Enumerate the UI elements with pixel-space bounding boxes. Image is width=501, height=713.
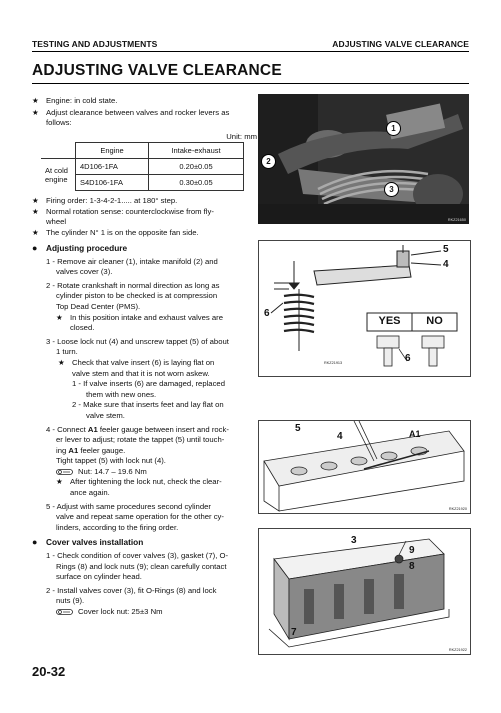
valve-cover-figure (258, 528, 471, 655)
callout-2: 2 (261, 154, 276, 169)
engine-photo (258, 94, 469, 224)
bullet-icon: ● (32, 243, 38, 253)
callout-1: 1 (386, 121, 401, 136)
bullet-icon: ● (32, 537, 38, 548)
cover-step-2: 2 - Install valves cover (3), fit O-Rings (8) and lock nuts (9). Cover lock nut: 25±3 Nm (46, 585, 217, 616)
cover-step-1: 1 - Check condition of cover valves (3), gasket (7), O- Rings (8) and lock nuts (9); clean carefully contact surface on cylinder head. (46, 551, 229, 582)
step-4: 4 - Connect A1 feeler gauge between insert and rock- er lever to adjust; rotate the tappet (5) until touch- ing A1 feeler gauge. Tight tappet (5) with lock nut (4). Nut: 14.7 – 19.6 Nm ★ After tightening the lock nut, check the clear- ance again. (46, 424, 229, 498)
star-icon: ★ (32, 196, 39, 205)
clearance-table (41, 142, 244, 191)
cover-torque: Cover lock nut: 25±3 Nm (78, 607, 163, 616)
header-left: TESTING AND ADJUSTMENTS (32, 39, 158, 49)
cover-heading: Cover valves installation (46, 537, 144, 548)
head-drawing (259, 421, 470, 513)
rotation-line-1: Normal rotation sense: counterclockwise from fly- (46, 206, 214, 216)
label-6: 6 (264, 308, 270, 319)
engine-cell: S4D106-1FA (76, 175, 149, 191)
yes-label: YES (378, 315, 401, 327)
star-icon: ★ (32, 227, 39, 237)
label-7: 7 (291, 627, 297, 638)
star-icon: ★ (32, 96, 39, 105)
cylinder-note: The cylinder N° 1 is on the opposite fan side. (46, 227, 199, 237)
page-number: 20-32 (32, 664, 66, 679)
value-cell: 0.30±0.05 (149, 175, 244, 191)
col-engine: Engine (76, 143, 149, 159)
label-3: 3 (351, 535, 357, 546)
torque-wrench-icon (56, 468, 73, 476)
star-icon: ★ (56, 312, 63, 322)
step-2: 2 - Rotate crankshaft in normal direction as long as cylinder piston to be checked is at compression Top Dead Center (PMS). ★ In this position intake and exhaust valves are closed. (46, 280, 223, 333)
notes-block (32, 196, 257, 238)
title-rule (32, 83, 469, 84)
no-label: NO (426, 315, 443, 327)
adjusting-procedure (32, 243, 264, 618)
header-rule (32, 51, 469, 52)
rocker-drawing (259, 241, 470, 376)
col-intake-exhaust: Intake-exhaust (149, 143, 244, 159)
star-icon: ★ (56, 477, 63, 487)
intro-cold: Engine: in cold state. (46, 96, 118, 105)
page-title: ADJUSTING VALVE CLEARANCE (32, 62, 282, 79)
label-5: 5 (443, 244, 449, 255)
rocker-figure (258, 240, 471, 377)
star-icon: ★ (58, 357, 65, 367)
star-icon: ★ (32, 206, 39, 216)
label-6b: 6 (405, 353, 411, 364)
rotation-line-2: wheel (46, 217, 67, 227)
label-a1: A1 (409, 429, 421, 439)
figure-code: RKZ21920 (448, 507, 467, 511)
cylinder-head-figure (258, 420, 471, 514)
step-1: 1 - Remove air cleaner (1), intake manifold (2) and valves cover (3). (46, 256, 218, 277)
step-3: 3 - Loose lock nut (4) and unscrew tappet (5) of about 1 turn. ★ Check that valve insert (6) is laying flat on valve stem and that it is not worn askew. 1 - If valve inserts (6) are damaged, replaced them with new ones. 2 - Make sure that inserts feet and lay flat on valve stem. (46, 336, 229, 420)
nut-torque: Nut: 14.7 – 19.6 Nm (78, 466, 147, 476)
table-row (41, 159, 244, 175)
star-icon: ★ (32, 107, 39, 117)
intro-adjust-2: follows: (46, 118, 72, 128)
row-label: At cold engine (41, 159, 76, 191)
label-4: 4 (337, 431, 343, 442)
callout-3: 3 (384, 182, 399, 197)
intro-adjust-1: Adjust clearance between valves and rocker levers as (46, 107, 230, 117)
engine-cell: 4D106-1FA (76, 159, 149, 175)
figure-code: RKZ21922 (448, 648, 467, 652)
figure-code: RKZ21650 (447, 218, 466, 222)
figure-code: RKZ21913 (324, 361, 343, 365)
step-5: 5 - Adjust with same procedures second cylinder valve and repeat same operation for the other cy- linders, according to the firing order. (46, 501, 224, 532)
torque-wrench-icon (56, 608, 73, 616)
label-8: 8 (409, 561, 415, 572)
label-4: 4 (443, 259, 449, 270)
firing-order: Firing order: 1-3-4-2-1..... at 180° step. (46, 196, 178, 205)
unit-label: Unit: mm (226, 131, 257, 141)
value-cell: 0.20±0.05 (149, 159, 244, 175)
label-9: 9 (409, 545, 415, 556)
label-5: 5 (295, 423, 301, 434)
header-right: ADJUSTING VALVE CLEARANCE (332, 39, 469, 49)
intro-block (32, 96, 257, 142)
adjusting-heading: Adjusting procedure (46, 243, 128, 253)
